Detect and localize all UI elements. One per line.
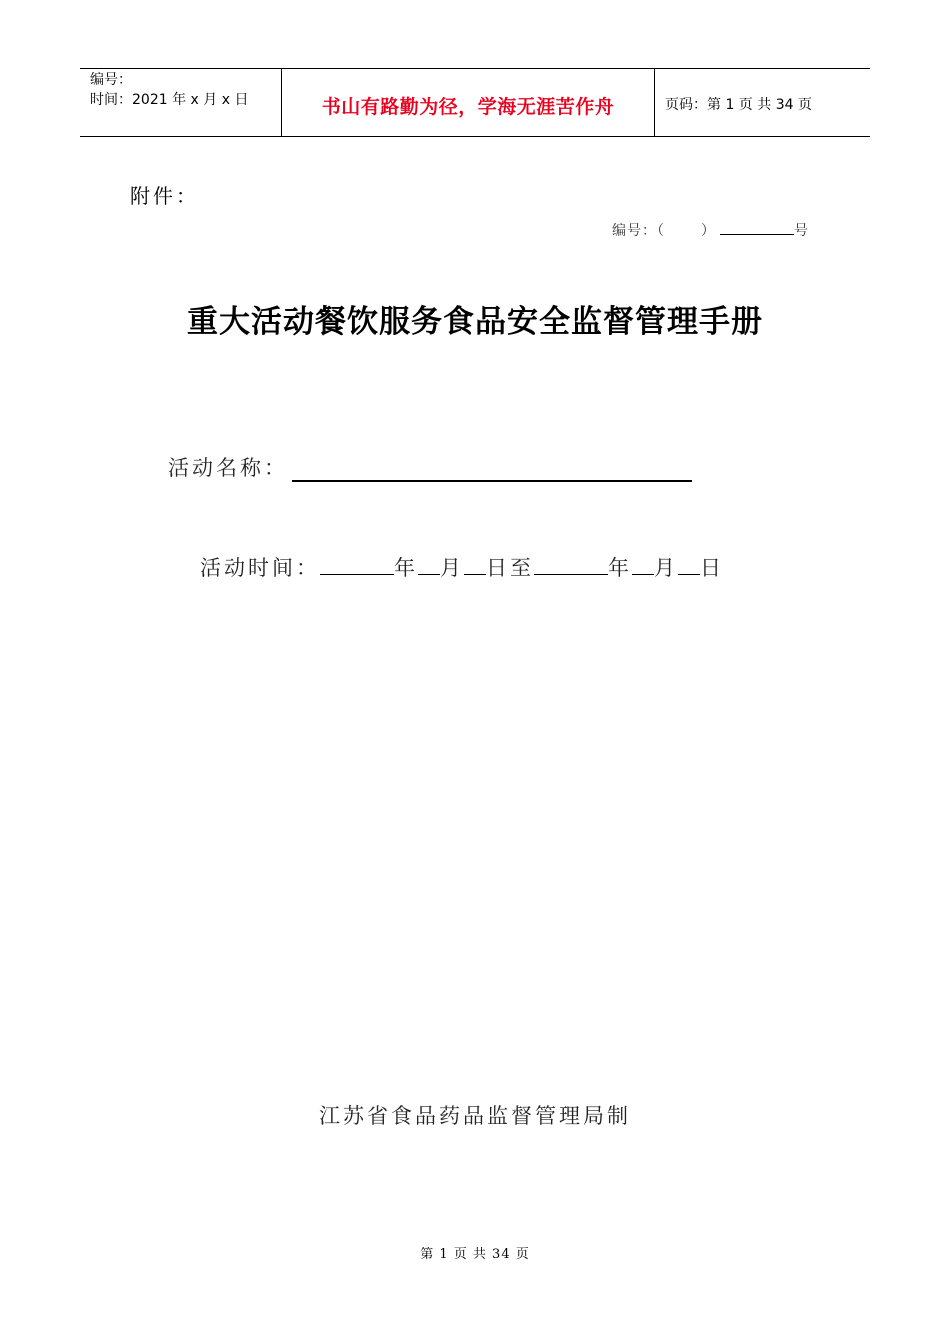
header-top-border [80,68,870,69]
serial-number-field [612,220,809,240]
page-title: 重大活动餐饮服务食品安全监督管理手册 [187,304,763,340]
start-year-blank[interactable] [320,552,394,575]
start-month-blank[interactable] [418,552,440,575]
activity-time-row [200,552,724,582]
end-day-label: 日 [700,556,724,580]
header-serial-label: 编号： [90,72,132,88]
serial-prefix: 编号：（ [612,223,665,239]
attachment-label: 附件： [130,184,199,208]
end-year-blank[interactable] [534,552,608,575]
start-day-blank[interactable] [464,552,486,575]
start-day-to-label: 日至 [486,556,534,580]
end-year-label: 年 [608,556,632,580]
header-divider-right [654,68,655,136]
header-page-info: 页码：第 1 页 共 34 页 [665,97,812,113]
start-year-label: 年 [394,556,418,580]
page-footer: 第 1 页 共 34 页 [420,1247,530,1262]
serial-middle: ） [701,223,716,239]
header-time-label: 时间：2021 年 x 月 x 日 [90,92,249,108]
activity-name-label: 活动名称： [168,456,288,480]
header-meta [90,70,248,110]
serial-number-blank[interactable] [720,234,794,235]
end-month-blank[interactable] [632,552,654,575]
header-motto: 书山有路勤为径，学海无涯苦作舟 [321,96,615,118]
activity-time-label: 活动时间： [200,556,320,580]
start-month-label: 月 [440,556,464,580]
serial-suffix: 号 [794,223,809,239]
end-day-blank[interactable] [678,552,700,575]
header-bottom-border [80,136,870,137]
issuer-text: 江苏省食品药品监督管理局制 [319,1104,631,1128]
activity-name-blank[interactable] [292,480,692,482]
end-month-label: 月 [654,556,678,580]
